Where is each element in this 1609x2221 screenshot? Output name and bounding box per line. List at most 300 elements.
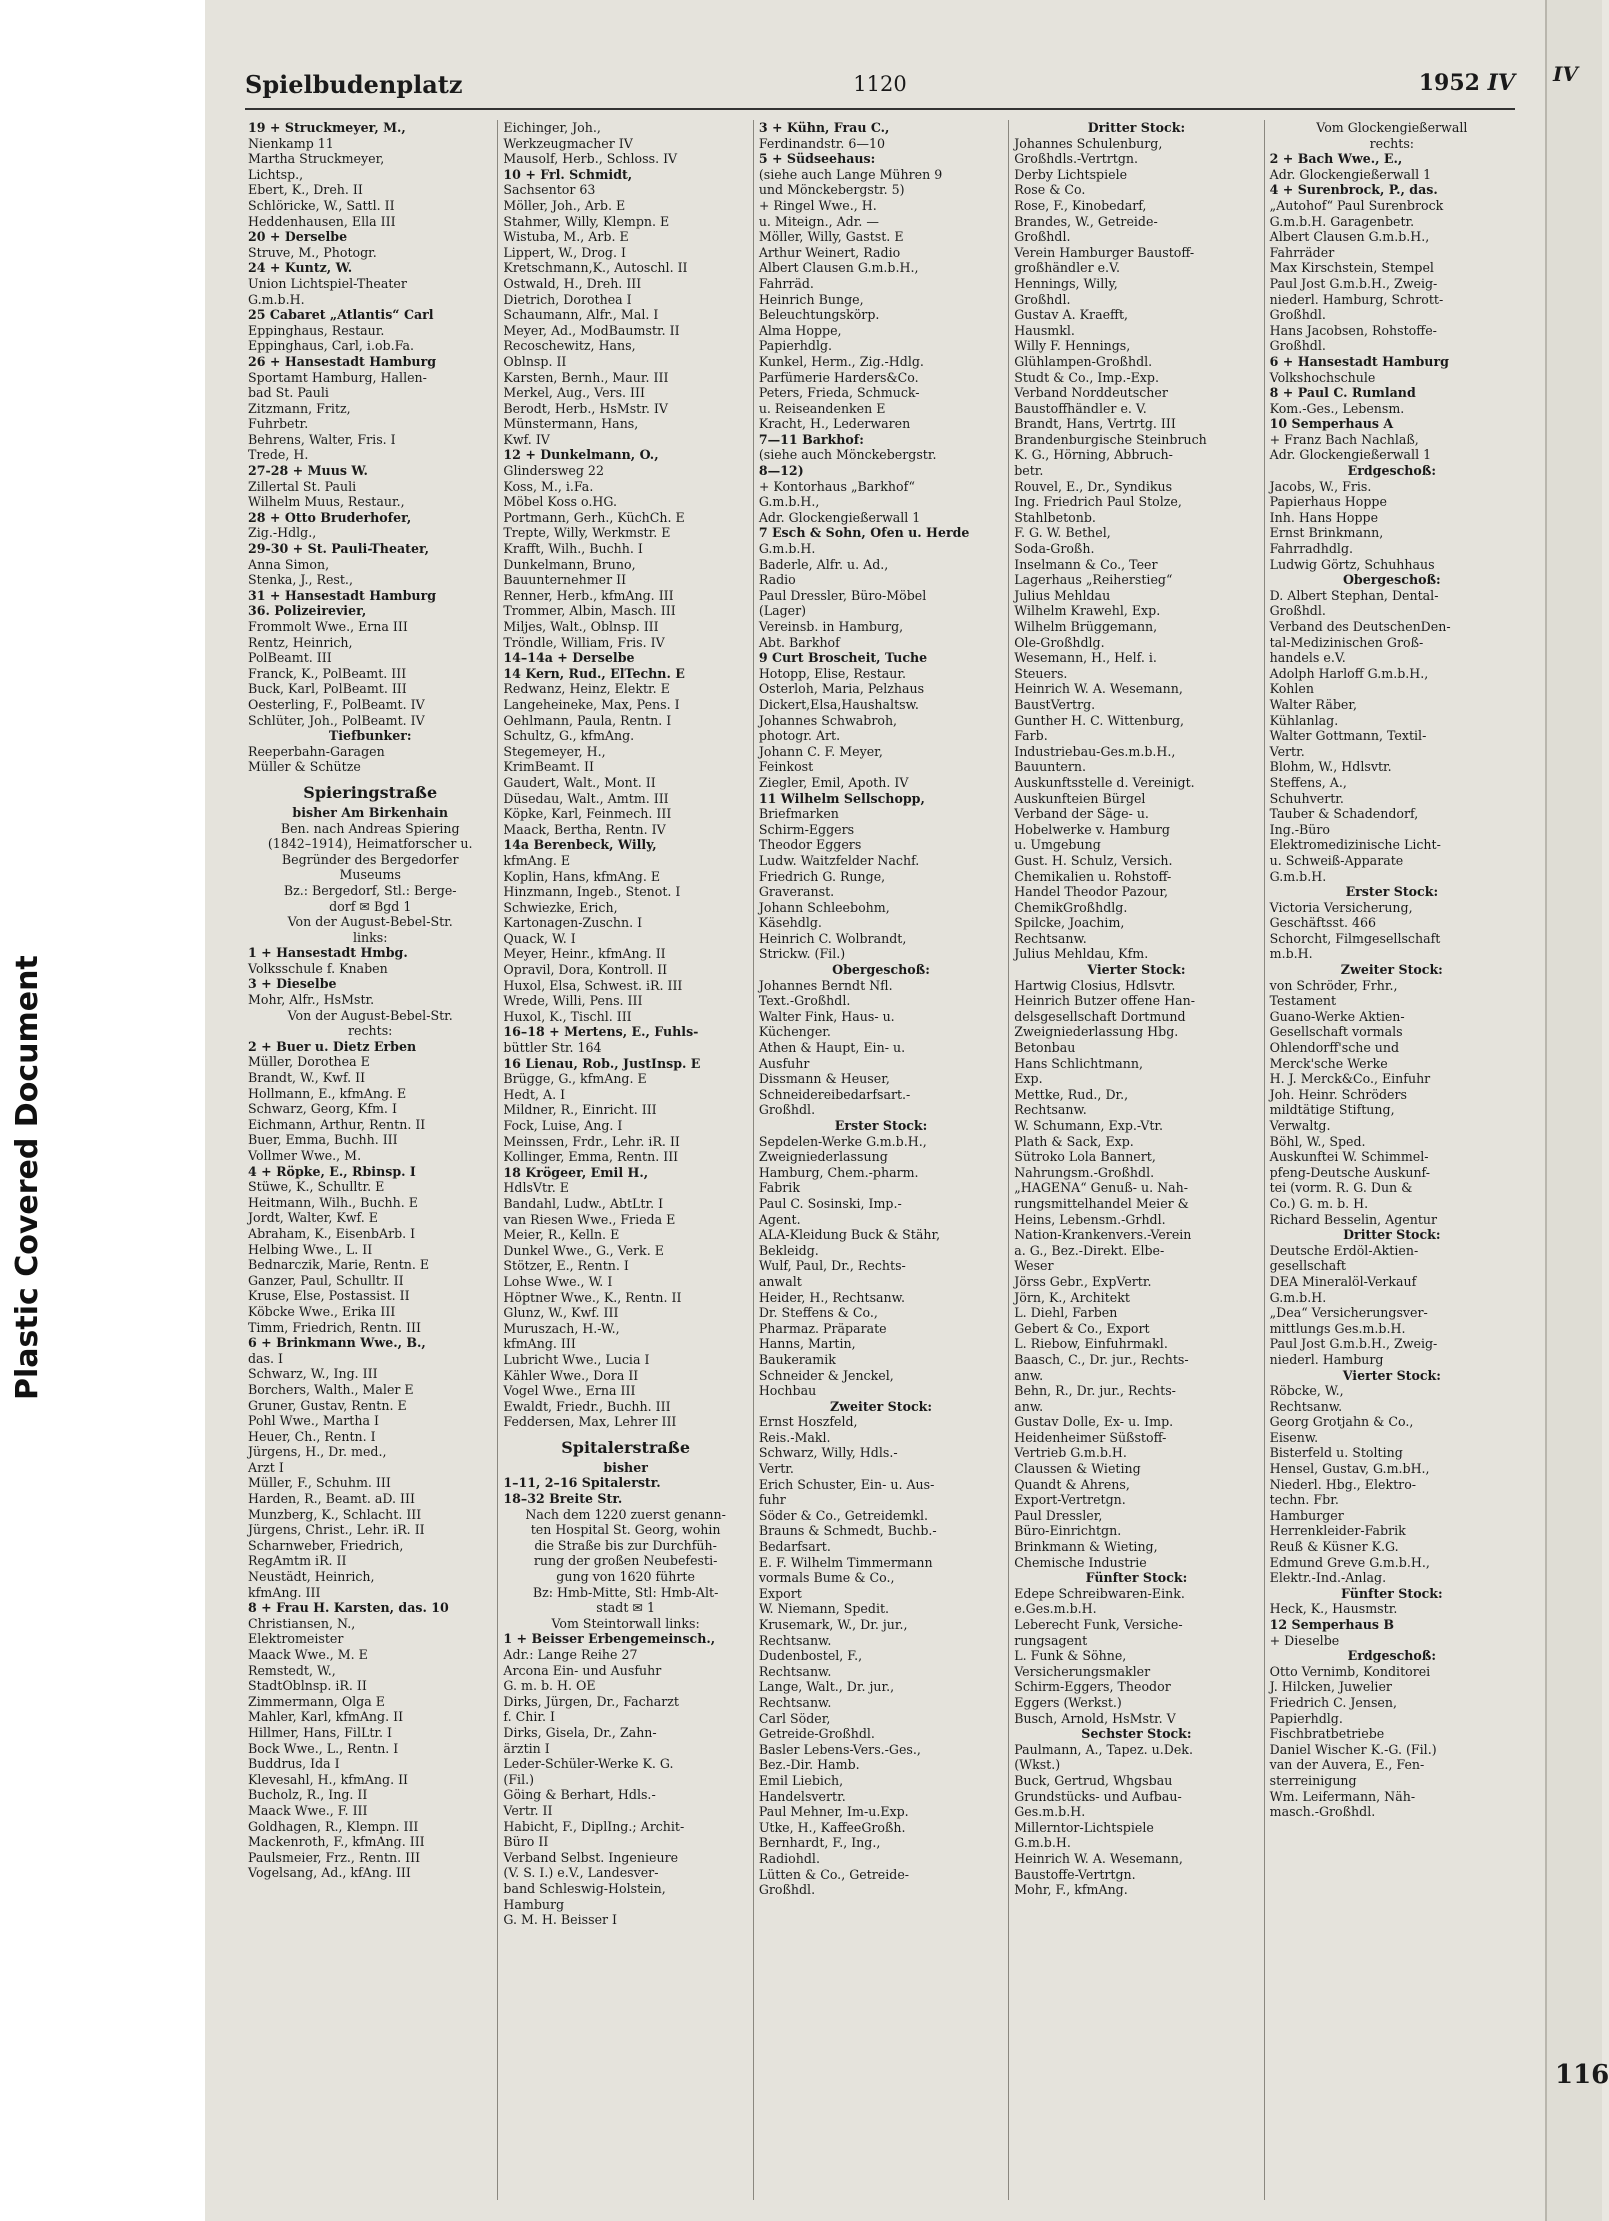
entry-line: fuhr bbox=[758, 1492, 786, 1508]
entry-line: Schwiezke, Erich, bbox=[503, 899, 618, 915]
entry-line: Dirks, Jürgen, Dr., Facharzt bbox=[503, 1693, 679, 1709]
entry-line: Merkel, Aug., Vers. III bbox=[503, 385, 645, 401]
entry-line: Brandenburgische Steinbruch bbox=[1014, 431, 1207, 447]
entry-line: niederl. Hamburg bbox=[1269, 1351, 1384, 1367]
entry-line: Adr. Glockengießerwall 1 bbox=[758, 509, 921, 525]
entry-line: Jörss Gebr., ExpVertr. bbox=[1014, 1273, 1152, 1289]
entry-line: 4 + Röpke, E., Rbinsp. I bbox=[248, 1163, 416, 1179]
entry-line: „Autohof“ Paul Surenbrock bbox=[1269, 197, 1444, 213]
entry-line: Schneider & Jenckel, bbox=[758, 1367, 894, 1383]
entry-line: Graveranst. bbox=[758, 884, 835, 900]
entry-line: vormals Bume & Co., bbox=[758, 1570, 895, 1586]
entry-line: Rechtsanw. bbox=[758, 1632, 832, 1648]
volume: IV bbox=[1487, 70, 1515, 96]
entry-line: Millerntor-Lichtspiele bbox=[1014, 1819, 1154, 1835]
entry-line: Reeperbahn-Garagen bbox=[248, 743, 385, 759]
entry-line: 27-28 + Muus W. bbox=[248, 463, 368, 479]
entry-line: G.m.b.H. bbox=[1269, 1289, 1327, 1305]
entry-line: Frommolt Wwe., Erna III bbox=[248, 619, 408, 634]
entry-line: Fünfter Stock: bbox=[1341, 1585, 1443, 1601]
entry-line: Heidenheimer Süßstoff- bbox=[1014, 1429, 1167, 1445]
entry-line: Erdgeschoß: bbox=[1347, 1648, 1437, 1664]
entry-line: bisher bbox=[603, 1459, 648, 1475]
entry-line: Paulsmeier, Frz., Rentn. III bbox=[248, 1849, 421, 1865]
entry-line: kfmAng. III bbox=[503, 1336, 576, 1352]
entry-line: Möller, Willy, Gastst. E bbox=[758, 229, 904, 245]
entry-line: Studt & Co., Imp.-Exp. bbox=[1014, 369, 1159, 385]
entry-line: Köpke, Karl, Feinmech. III bbox=[503, 806, 672, 822]
entry-line: rungsagent bbox=[1014, 1632, 1088, 1648]
entry-line: Dirks, Gisela, Dr., Zahn- bbox=[503, 1724, 657, 1740]
entry-line: Maack Wwe., F. III bbox=[248, 1802, 368, 1818]
entry-line: Portmann, Gerh., KüchCh. E bbox=[503, 509, 685, 525]
entry-line: Leberecht Funk, Versiche- bbox=[1014, 1617, 1183, 1632]
entry-line: Von der August-Bebel-Str. bbox=[287, 914, 453, 930]
entry-line: (siehe auch Mönckebergstr. bbox=[758, 447, 937, 463]
entry-line: Stüwe, K., Schulltr. E bbox=[248, 1179, 385, 1195]
entry-line: Fahrräder bbox=[1269, 244, 1335, 260]
street-heading: Spieringstraße bbox=[303, 782, 438, 802]
entry-line: Dritter Stock: bbox=[1087, 120, 1186, 135]
entry-line: Hamburg, Chem.-pharm. bbox=[758, 1164, 919, 1180]
entry-line: Export-Vertretgn. bbox=[1014, 1492, 1126, 1508]
entry-line: Schuhvertr. bbox=[1269, 790, 1344, 806]
entry-line: Jacobs, W., Fris. bbox=[1269, 478, 1372, 494]
entry-line: Quack, W. I bbox=[503, 930, 576, 946]
entry-line: Wilhelm Muus, Restaur., bbox=[248, 494, 405, 510]
entry-line: Oblnsp. II bbox=[503, 353, 567, 369]
entry-line: Hinzmann, Ingeb., Stenot. I bbox=[503, 884, 681, 900]
entry-line: Geschäftsst. 466 bbox=[1269, 915, 1377, 931]
entry-line: Ing. Friedrich Paul Stolze, bbox=[1014, 494, 1182, 510]
entry-line: G.m.b.H., bbox=[758, 494, 820, 510]
year: 1952 bbox=[1418, 70, 1480, 96]
entry-line: W. Schumann, Exp.-Vtr. bbox=[1014, 1118, 1164, 1133]
entry-line: 18 Krögeer, Emil H., bbox=[503, 1164, 649, 1180]
entry-line: Kom.-Ges., Lebensm. bbox=[1269, 400, 1405, 416]
column-1 bbox=[243, 120, 498, 2200]
entry-line: Schultz, G., kfmAng. bbox=[503, 728, 635, 744]
entry-line: Busch, Arnold, HsMstr. V bbox=[1014, 1710, 1176, 1726]
entry-line: Trede, H. bbox=[248, 447, 309, 463]
entry-line: Albert Clausen G.m.b.H., bbox=[1269, 229, 1430, 245]
entry-line: sterreinigung bbox=[1269, 1772, 1357, 1788]
entry-line: Sachsentor 63 bbox=[503, 182, 596, 198]
entry-line: Verband des DeutschenDen- bbox=[1269, 619, 1451, 634]
entry-line: Erdgeschoß: bbox=[1347, 463, 1437, 479]
entry-line: StadtOblnsp. iR. II bbox=[248, 1678, 367, 1694]
entry-line: 28 + Otto Bruderhofer, bbox=[248, 509, 412, 525]
entry-line: Zitzmann, Fritz, bbox=[248, 400, 351, 416]
entry-line: Anna Simon, bbox=[248, 556, 330, 572]
entry-line: Berodt, Herb., HsMstr. IV bbox=[503, 400, 668, 416]
entry-line: Großhdl. bbox=[1269, 603, 1326, 619]
entry-line: Mettke, Rud., Dr., bbox=[1014, 1086, 1129, 1102]
entry-line: 1 + Hansestadt Hmbg. bbox=[248, 945, 408, 961]
entry-line: (Fil.) bbox=[503, 1771, 535, 1787]
entry-line: Wilhelm Brüggemann, bbox=[1014, 619, 1158, 634]
entry-line: Weser bbox=[1014, 1258, 1054, 1274]
entry-line: Böhl, W., Sped. bbox=[1269, 1133, 1366, 1149]
entry-line: Ernst Hoszfeld, bbox=[758, 1414, 858, 1430]
entry-line: Stegemeyer, H., bbox=[503, 743, 606, 759]
entry-line: 18–32 Breite Str. bbox=[503, 1491, 623, 1507]
entry-line: Bz: Hmb-Mitte, Stl: Hmb-Alt- bbox=[532, 1584, 719, 1600]
entry-line: Friedrich C. Jensen, bbox=[1269, 1694, 1397, 1710]
entry-line: und Mönckebergstr. 5) bbox=[758, 182, 905, 198]
entry-line: Schwarz, Georg, Kfm. I bbox=[248, 1101, 397, 1117]
entry-line: Hochbau bbox=[758, 1383, 817, 1399]
entry-line: Georg Grotjahn & Co., bbox=[1269, 1414, 1414, 1430]
entry-line: Müller, Dorothea E bbox=[248, 1054, 370, 1070]
entry-line: 5 + Südseehaus: bbox=[758, 151, 876, 167]
entry-line: Parfümerie Harders&Co. bbox=[758, 369, 919, 385]
entry-line: tei (vorm. R. G. Dun & bbox=[1269, 1180, 1413, 1196]
entry-line: Eggers (Werkst.) bbox=[1014, 1694, 1122, 1710]
entry-line: Baasch, C., Dr. jur., Rechts- bbox=[1014, 1351, 1189, 1367]
entry-line: E. F. Wilhelm Timmermann bbox=[758, 1554, 933, 1570]
entry-line: 14 Kern, Rud., ElTechn. E bbox=[503, 665, 685, 681]
entry-line: Hedt, A. I bbox=[503, 1086, 566, 1102]
entry-line: Fünfter Stock: bbox=[1085, 1570, 1188, 1586]
entry-line: Wulf, Paul, Dr., Rechts- bbox=[758, 1258, 906, 1274]
entry-line: Hamburg bbox=[503, 1896, 565, 1912]
entry-line: Jordt, Walter, Kwf. E bbox=[248, 1210, 378, 1226]
entry-line: Karsten, Bernh., Maur. III bbox=[503, 369, 669, 385]
entry-line: anwalt bbox=[758, 1273, 802, 1289]
entry-line: Ludw. Waitzfelder Nachf. bbox=[758, 852, 920, 868]
entry-line: Hillmer, Hans, FilLtr. I bbox=[248, 1724, 393, 1740]
entry-line: Rose, F., Kinobedarf, bbox=[1014, 197, 1147, 213]
entry-line: Hamburger bbox=[1269, 1507, 1344, 1523]
street-running-head: Spielbudenplatz bbox=[245, 70, 463, 99]
page-header bbox=[245, 64, 1515, 110]
entry-line: Schwarz, W., Ing. III bbox=[248, 1366, 378, 1382]
entry-line: ten Hospital St. Georg, wohin bbox=[530, 1522, 721, 1538]
adjacent-page-volume: IV bbox=[1553, 62, 1578, 86]
entry-line: u. Umgebung bbox=[1014, 837, 1101, 853]
entry-line: Glühlampen-Großhdl. bbox=[1014, 353, 1153, 369]
entry-line: Victoria Versicherung, bbox=[1269, 899, 1413, 915]
entry-line: a. G., Bez.-Direkt. Elbe- bbox=[1014, 1242, 1165, 1258]
entry-line: 7—11 Barkhof: bbox=[758, 431, 864, 447]
entry-line: Meyer, Ad., ModBaumstr. II bbox=[503, 322, 680, 338]
entry-line: Arcona Ein- und Ausfuhr bbox=[503, 1662, 662, 1678]
entry-line: 1 + Beisser Erbengemeinsch., bbox=[503, 1631, 716, 1647]
entry-line: 3 + Dieselbe bbox=[248, 976, 337, 992]
entry-line: Mackenroth, F., kfmAng. III bbox=[248, 1834, 425, 1850]
entry-line: Elektromedizinische Licht- bbox=[1269, 837, 1441, 853]
entry-line: Brügge, G., kfmAng. E bbox=[503, 1071, 647, 1087]
entry-line: 1–11, 2–16 Spitalerstr. bbox=[503, 1475, 661, 1491]
entry-line: Julius Mehldau bbox=[1014, 587, 1111, 603]
entry-line: Huxol, Elsa, Schwest. iR. III bbox=[503, 977, 683, 993]
entry-line: Arthur Weinert, Radio bbox=[758, 244, 901, 260]
entry-line: Bednarczik, Marie, Rentn. E bbox=[248, 1257, 430, 1273]
entry-line: Paul Jost G.m.b.H., Zweig- bbox=[1269, 275, 1438, 291]
entry-line: 12 + Dunkelmann, O., bbox=[503, 447, 659, 463]
entry-line: G.m.b.H. bbox=[1014, 1835, 1071, 1851]
entry-line: Nahrungsm.-Großhdl. bbox=[1014, 1164, 1155, 1180]
entry-line: Bedarfsart. bbox=[758, 1539, 831, 1555]
entry-line: Dietrich, Dorothea I bbox=[503, 291, 632, 307]
entry-line: L. Riebow, Einfuhrmakl. bbox=[1014, 1336, 1168, 1352]
entry-line: Schneidereibedarfsart.- bbox=[758, 1086, 911, 1102]
entry-line: Vertr. II bbox=[503, 1802, 553, 1818]
entry-line: Schwarz, Willy, Hdls.- bbox=[758, 1445, 898, 1461]
entry-line: Walter Räber, bbox=[1269, 696, 1357, 712]
entry-line: Claussen & Wieting bbox=[1014, 1461, 1141, 1477]
entry-line: 7 Esch & Sohn, Ofen u. Herde bbox=[758, 525, 970, 541]
entry-line: Söder & Co., Getreidemkl. bbox=[758, 1507, 928, 1523]
entry-line: (1842–1914), Heimatforscher u. bbox=[267, 836, 473, 852]
entry-line: band Schleswig-Holstein, bbox=[503, 1880, 666, 1896]
entry-line: Grundstücks- und Aufbau- bbox=[1014, 1788, 1182, 1804]
entry-line: Rentz, Heinrich, bbox=[248, 634, 353, 650]
entry-line: Eppinghaus, Carl, i.ob.Fa. bbox=[248, 338, 414, 354]
entry-line: Lohse Wwe., W. I bbox=[503, 1273, 613, 1289]
entry-line: Köbcke Wwe., Erika III bbox=[248, 1303, 396, 1319]
entry-line: Rechtsanw. bbox=[1014, 1102, 1087, 1118]
entry-line: anw. bbox=[1014, 1367, 1044, 1383]
entry-line: ärztin I bbox=[503, 1740, 550, 1756]
entry-line: Johannes Schwabroh, bbox=[758, 712, 898, 728]
entry-line: Lubricht Wwe., Lucia I bbox=[503, 1351, 650, 1367]
entry-line: Neustädt, Heinrich, bbox=[248, 1569, 375, 1585]
entry-line: Vertrieb G.m.b.H. bbox=[1014, 1445, 1127, 1461]
entry-line: 10 + Frl. Schmidt, bbox=[503, 166, 633, 182]
entry-line: Paul Jost G.m.b.H., Zweig- bbox=[1269, 1336, 1438, 1352]
entry-line: Verband der Säge- u. bbox=[1014, 806, 1149, 822]
entry-line: Export bbox=[758, 1585, 802, 1601]
column-5 bbox=[1265, 120, 1519, 2200]
entry-line: Ferdinandstr. 6—10 bbox=[758, 135, 886, 151]
entry-line: Stenka, J., Rest., bbox=[248, 572, 353, 588]
entry-line: büttler Str. 164 bbox=[503, 1040, 602, 1056]
entry-line: J. Hilcken, Juwelier bbox=[1269, 1679, 1392, 1695]
entry-line: Heins, Lebensm.-Grhdl. bbox=[1014, 1211, 1166, 1227]
entry-line: Heitmann, Wilh., Buchh. E bbox=[248, 1194, 418, 1210]
entry-line: Spilcke, Joachim, bbox=[1014, 915, 1125, 931]
entry-line: Bucholz, R., Ing. II bbox=[248, 1787, 368, 1803]
entry-line: Ausfuhr bbox=[758, 1055, 810, 1071]
entry-line: Feinkost bbox=[758, 759, 814, 775]
entry-line: Kunkel, Herm., Zig.-Hdlg. bbox=[758, 353, 924, 369]
entry-line: Briefmarken bbox=[758, 806, 839, 822]
entry-line: Ziegler, Emil, Apoth. IV bbox=[758, 774, 909, 790]
entry-line: Papierhaus Hoppe bbox=[1269, 494, 1387, 510]
entry-line: Ganzer, Paul, Schulltr. II bbox=[248, 1272, 404, 1288]
entry-line: rungsmittelhandel Meier & bbox=[1014, 1195, 1189, 1211]
entry-line: Wistuba, M., Arb. E bbox=[503, 229, 629, 245]
entry-line: Münstermann, Hans, bbox=[503, 416, 639, 432]
entry-line: Handelsvertr. bbox=[758, 1788, 846, 1804]
entry-line: rung der großen Neubefesti- bbox=[533, 1553, 718, 1569]
entry-line: kfmAng. III bbox=[248, 1584, 321, 1600]
entry-line: van Riesen Wwe., Frieda E bbox=[503, 1211, 676, 1227]
column-3 bbox=[754, 120, 1009, 2200]
entry-line: Buck, Karl, PolBeamt. III bbox=[248, 681, 407, 697]
entry-line: Ludwig Görtz, Schuhhaus bbox=[1269, 556, 1435, 572]
entry-line: PolBeamt. III bbox=[248, 650, 332, 666]
entry-line: Kähler Wwe., Dora II bbox=[503, 1367, 639, 1383]
entry-line: Fahrräd. bbox=[758, 275, 814, 291]
entry-line: Pharmaz. Präparate bbox=[758, 1320, 887, 1336]
entry-line: Ges.m.b.H. bbox=[1014, 1804, 1086, 1820]
street-heading: Spitalerstraße bbox=[561, 1437, 690, 1457]
entry-line: Hotopp, Elise, Restaur. bbox=[758, 665, 907, 681]
entry-line: Derby Lichtspiele bbox=[1014, 166, 1128, 182]
entry-line: Dickert,Elsa,Haushaltsw. bbox=[758, 696, 919, 712]
entry-line: (siehe auch Lange Mühren 9 bbox=[758, 166, 943, 182]
plastic-covered-label: Plastic Covered Document bbox=[10, 955, 45, 1400]
entry-line: Soda-Großh. bbox=[1014, 541, 1095, 557]
entry-line: 10 Semperhaus A bbox=[1269, 416, 1394, 432]
entry-line: Renner, Herb., kfmAng. III bbox=[503, 587, 674, 603]
entry-line: Heinrich W. A. Wesemann, bbox=[1014, 681, 1183, 697]
entry-line: Hans Schlichtmann, bbox=[1014, 1055, 1144, 1071]
entry-line: Käsehdlg. bbox=[758, 915, 822, 931]
entry-line: Von der August-Bebel-Str. bbox=[287, 1007, 453, 1023]
entry-line: Merck'sche Werke bbox=[1269, 1055, 1388, 1071]
entry-line: Schirm-Eggers bbox=[758, 821, 855, 837]
entry-line: Großhdl. bbox=[1269, 307, 1326, 323]
entry-line: 14a Berenbeck, Willy, bbox=[503, 837, 657, 853]
entry-line: + Ringel Wwe., H. bbox=[758, 197, 877, 213]
entry-line: Möbel Koss o.HG. bbox=[503, 494, 617, 510]
entry-line: Maack, Bertha, Rentn. IV bbox=[503, 821, 666, 837]
entry-line: mittlungs Ges.m.b.H. bbox=[1269, 1320, 1406, 1336]
entry-line: Inh. Hans Hoppe bbox=[1269, 509, 1379, 525]
entry-line: Gruner, Gustav, Rentn. E bbox=[248, 1397, 407, 1413]
entry-line: Jürgens, H., Dr. med., bbox=[248, 1444, 387, 1460]
entry-line: 2 + Bach Wwe., E., bbox=[1269, 151, 1403, 167]
entry-line: Klevesahl, H., kfmAng. II bbox=[248, 1771, 409, 1787]
entry-line: Farb. bbox=[1014, 728, 1048, 744]
entry-line: Union Lichtspiel-Theater bbox=[248, 275, 407, 291]
entry-line: Kwf. IV bbox=[503, 431, 550, 447]
entry-line: Müller, F., Schuhm. III bbox=[248, 1475, 391, 1491]
entry-line: Düsedau, Walt., Amtm. III bbox=[503, 790, 669, 806]
entry-line: Dudenbostel, F., bbox=[758, 1648, 863, 1664]
entry-line: Friedrich G. Runge, bbox=[758, 868, 886, 884]
entry-line: 14–14a + Derselbe bbox=[503, 650, 635, 666]
entry-line: Muruszach, H.-W., bbox=[503, 1320, 620, 1336]
entry-line: Koplin, Hans, kfmAng. E bbox=[503, 868, 661, 884]
entry-line: Industriebau-Ges.m.b.H., bbox=[1014, 743, 1176, 759]
entry-line: 2 + Buer u. Dietz Erben bbox=[248, 1038, 417, 1054]
entry-line: e.Ges.m.b.H. bbox=[1014, 1601, 1097, 1617]
entry-line: 31 + Hansestadt Hamburg bbox=[248, 587, 437, 603]
entry-line: Müller & Schütze bbox=[248, 759, 361, 775]
entry-line: dorf ✉ Bgd 1 bbox=[329, 898, 412, 914]
entry-line: Chemische Industrie bbox=[1014, 1554, 1147, 1570]
entry-line: Werkzeugmacher IV bbox=[503, 135, 633, 151]
entry-line: Edepe Schreibwaren-Eink. bbox=[1014, 1585, 1185, 1601]
entry-line: Erster Stock: bbox=[834, 1118, 928, 1133]
entry-line: Bernhardt, F., Ing., bbox=[758, 1835, 881, 1851]
entry-line: großhändler e.V. bbox=[1014, 260, 1120, 276]
entry-line: Johann Schleebohm, bbox=[758, 899, 890, 915]
entry-line: Bock Wwe., L., Rentn. I bbox=[248, 1740, 399, 1756]
entry-line: Hausmkl. bbox=[1014, 322, 1075, 338]
entry-line: Erich Schuster, Ein- u. Aus- bbox=[758, 1476, 935, 1492]
entry-line: 4 + Surenbrock, P., das. bbox=[1269, 182, 1438, 198]
entry-line: Zig.-Hdlg., bbox=[248, 525, 317, 541]
entry-line: Baustoffhändler e. V. bbox=[1014, 400, 1147, 416]
entry-line: Hanns, Martin, bbox=[758, 1336, 856, 1352]
entry-line: Exp. bbox=[1014, 1071, 1043, 1087]
entry-line: Joh. Heinr. Schröders bbox=[1269, 1086, 1407, 1102]
entry-line: rechts: bbox=[1369, 135, 1415, 151]
entry-line: u. Miteign., Adr. — bbox=[758, 213, 879, 229]
entry-line: 8 + Paul C. Rumland bbox=[1269, 385, 1416, 401]
entry-line: Heinrich W. A. Wesemann, bbox=[1014, 1850, 1183, 1866]
entry-line: Zweigniederlassung bbox=[758, 1149, 888, 1165]
entry-line: Edmund Greve G.m.b.H., bbox=[1269, 1554, 1430, 1570]
adjacent-page-edge bbox=[1545, 0, 1609, 2221]
entry-line: Adr.: Lange Reihe 27 bbox=[503, 1647, 638, 1662]
entry-line: BaustVertrg. bbox=[1014, 696, 1096, 712]
entry-line: Heddenhausen, Ella III bbox=[248, 213, 396, 229]
entry-line: Struve, M., Photogr. bbox=[248, 244, 377, 260]
entry-line: Basler Lebens-Vers.-Ges., bbox=[758, 1741, 921, 1757]
entry-line: Rouvel, E., Dr., Syndikus bbox=[1014, 478, 1173, 494]
entry-line: Volksschule f. Knaben bbox=[248, 960, 388, 976]
entry-line: Herrenkleider-Fabrik bbox=[1269, 1523, 1406, 1539]
entry-line: von Schröder, Frhr., bbox=[1269, 977, 1398, 993]
entry-line: Bisterfeld u. Stolting bbox=[1269, 1445, 1403, 1461]
entry-line: Gunther H. C. Wittenburg, bbox=[1014, 712, 1185, 728]
entry-line: 9 Curt Broscheit, Tuche bbox=[758, 650, 928, 666]
entry-line: Zweigniederlassung Hbg. bbox=[1014, 1024, 1179, 1040]
entry-line: Ben. nach Andreas Spiering bbox=[280, 820, 460, 836]
entry-line: Pohl Wwe., Martha I bbox=[248, 1413, 379, 1429]
entry-line: bisher Am Birkenhain bbox=[292, 804, 448, 820]
entry-line: anw. bbox=[1014, 1398, 1044, 1414]
entry-line: Heinrich Bunge, bbox=[758, 291, 864, 307]
entry-line: Hartwig Closius, Hdlsvtr. bbox=[1014, 977, 1176, 993]
entry-line: Vogelsang, Ad., kfAng. III bbox=[248, 1865, 411, 1881]
entry-line: 8 + Frau H. Karsten, das. 10 bbox=[248, 1600, 449, 1616]
entry-line: Meinssen, Frdr., Lehr. iR. II bbox=[503, 1133, 680, 1149]
entry-line: Wrede, Willi, Pens. III bbox=[503, 993, 643, 1009]
entry-line: Gustav Dolle, Ex- u. Imp. bbox=[1014, 1414, 1174, 1430]
entry-line: Verwaltg. bbox=[1269, 1118, 1331, 1133]
entry-line: Gesellschaft vormals bbox=[1269, 1024, 1403, 1040]
entry-line: Rechtsanw. bbox=[1269, 1398, 1343, 1414]
entry-line: 3 + Kühn, Frau C., bbox=[758, 120, 890, 135]
entry-line: Vom Steintorwall links: bbox=[551, 1615, 700, 1631]
entry-line: + Franz Bach Nachlaß, bbox=[1269, 431, 1419, 447]
entry-line: Theodor Eggers bbox=[758, 837, 862, 853]
entry-line: Vertr. bbox=[1269, 743, 1305, 759]
entry-line: Beleuchtungskörp. bbox=[758, 307, 880, 323]
entry-line: Johann C. F. Meyer, bbox=[758, 743, 883, 759]
entry-line: Rechtsanw. bbox=[1014, 930, 1087, 946]
entry-line: Wesemann, H., Helf. i. bbox=[1014, 650, 1157, 666]
directory-page bbox=[205, 0, 1545, 2221]
entry-line: Brinkmann & Wieting, bbox=[1014, 1539, 1158, 1555]
entry-line: Paul C. Sosinski, Imp.- bbox=[758, 1195, 902, 1211]
entry-line: Dunkelmann, Bruno, bbox=[503, 556, 636, 572]
entry-line: Hollmann, E., kfmAng. E bbox=[248, 1085, 407, 1101]
entry-line: Vierter Stock: bbox=[1087, 962, 1186, 978]
entry-line: Heck, K., Hausmstr. bbox=[1269, 1601, 1398, 1617]
entry-line: Bez.-Dir. Hamb. bbox=[758, 1757, 860, 1773]
entry-line: Verein Hamburger Baustoff- bbox=[1014, 244, 1195, 260]
entry-line: Mahler, Karl, kfmAng. II bbox=[248, 1709, 404, 1725]
